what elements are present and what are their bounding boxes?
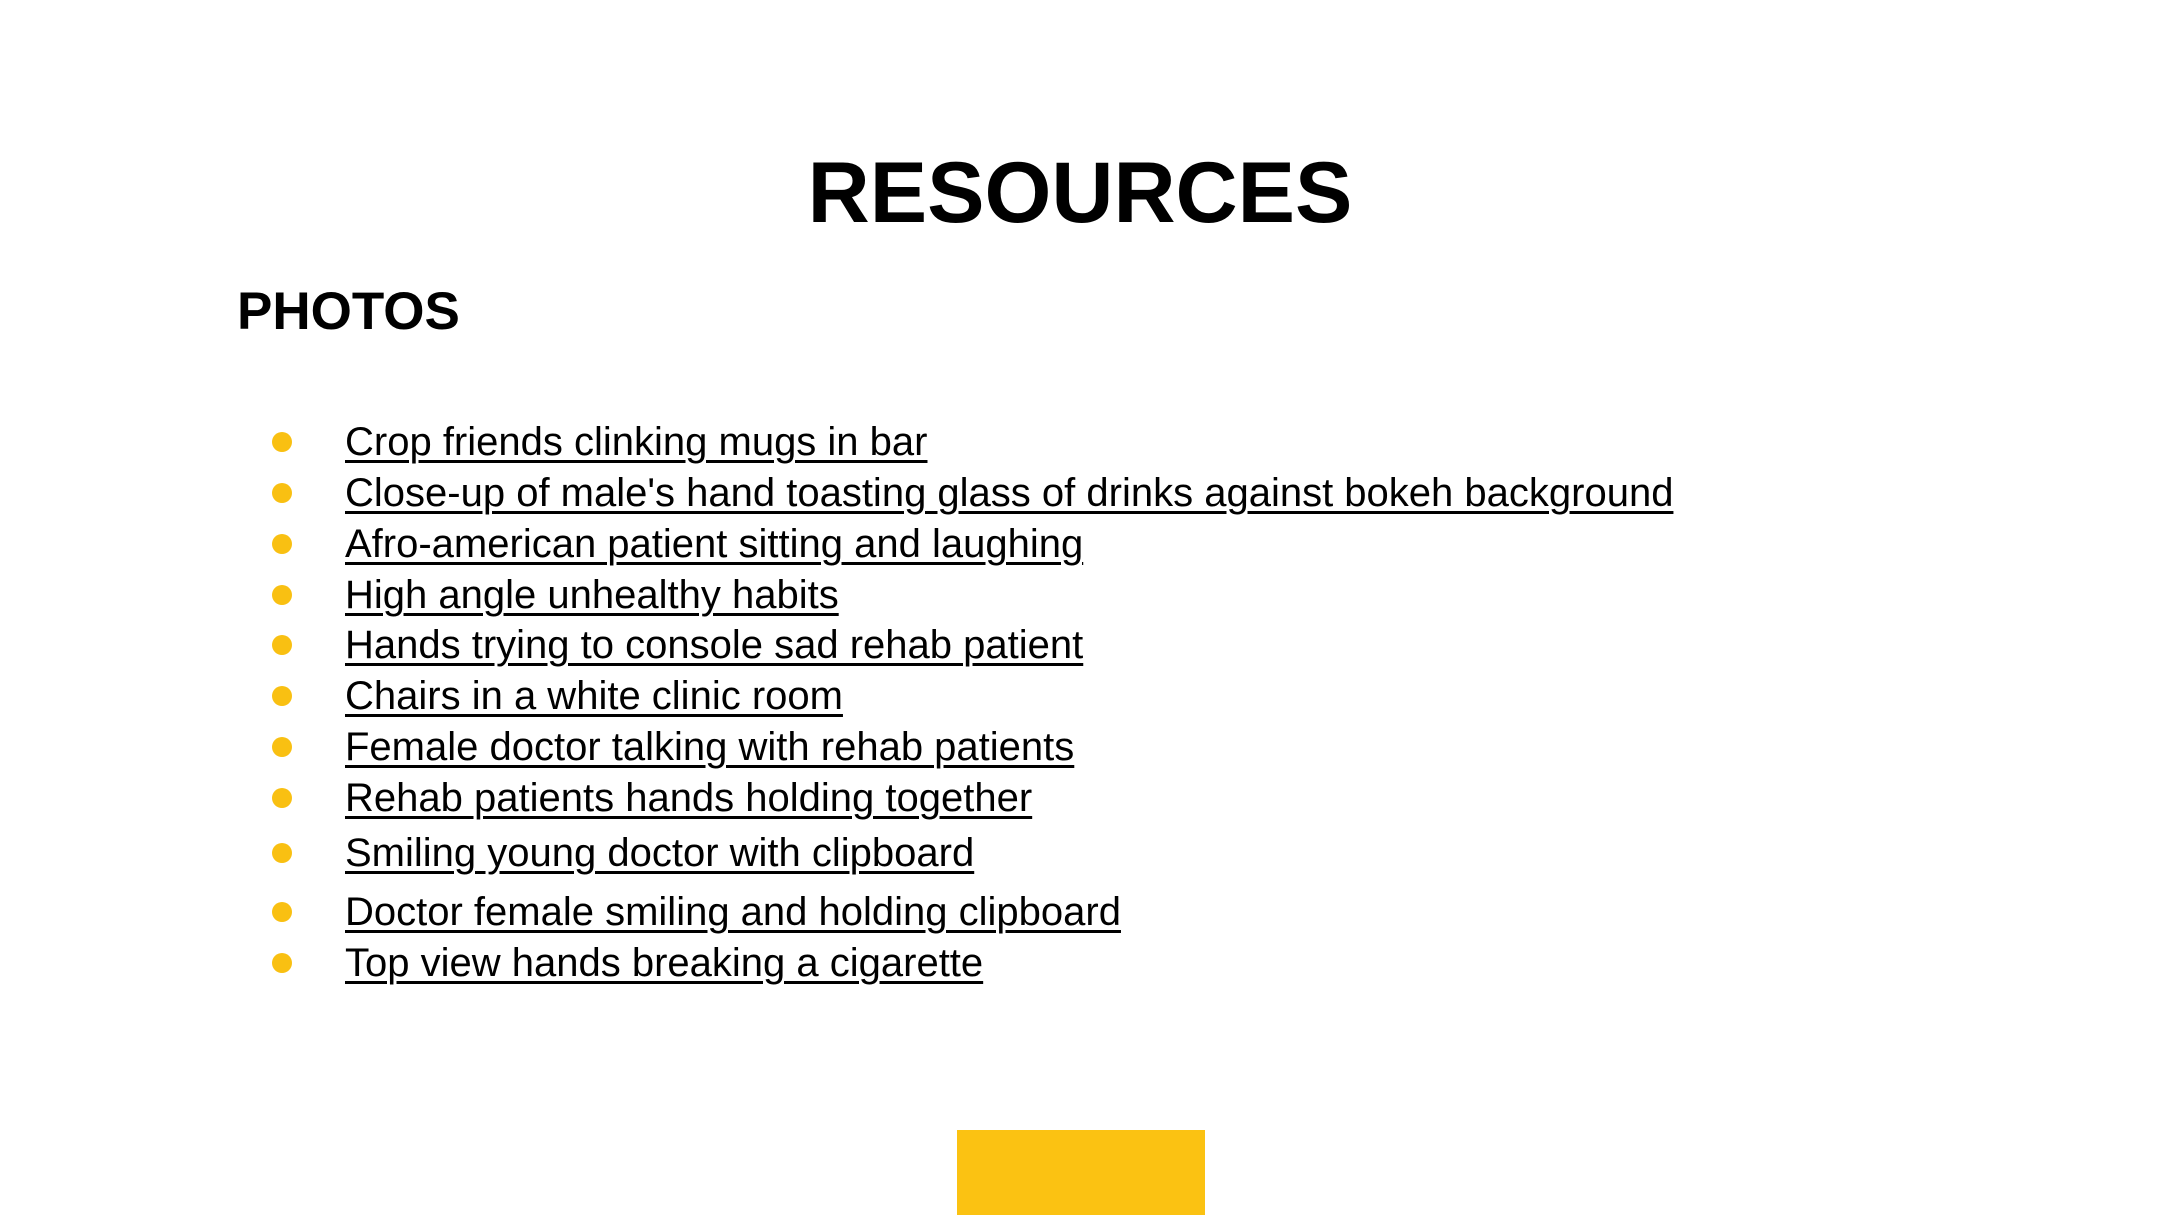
photo-link[interactable]: Afro-american patient sitting and laughing [345, 522, 1084, 566]
list-item [0, 671, 2160, 721]
list-item [0, 620, 2160, 670]
list-item [0, 828, 2160, 878]
bullet-icon [272, 483, 292, 503]
list-item [0, 773, 2160, 823]
bullet-icon [272, 686, 292, 706]
photo-link[interactable]: Smiling young doctor with clipboard [345, 831, 975, 875]
photo-link[interactable]: High angle unhealthy habits [345, 573, 839, 617]
photo-link[interactable]: Close-up of male's hand toasting glass of drinks against bokeh background [345, 471, 1674, 515]
bullet-icon [272, 635, 292, 655]
page-title: RESOURCES [807, 145, 1353, 241]
bullet-icon [272, 788, 292, 808]
list-item [0, 938, 2160, 988]
photo-link[interactable]: Rehab patients hands holding together [345, 776, 1033, 820]
list-item [0, 519, 2160, 569]
bullet-icon [272, 534, 292, 554]
list-item [0, 468, 2160, 518]
footer-accent-block [957, 1130, 1205, 1215]
bullet-icon [272, 585, 292, 605]
bullet-icon [272, 953, 292, 973]
bullet-icon [272, 432, 292, 452]
photo-link[interactable]: Chairs in a white clinic room [345, 674, 843, 718]
list-item [0, 570, 2160, 620]
list-item [0, 417, 2160, 467]
list-item [0, 722, 2160, 772]
photo-link[interactable]: Crop friends clinking mugs in bar [345, 420, 928, 464]
photo-link[interactable]: Hands trying to console sad rehab patient [345, 623, 1084, 667]
bullet-icon [272, 902, 292, 922]
photo-link[interactable]: Doctor female smiling and holding clipboard [345, 890, 1121, 934]
photo-link[interactable]: Female doctor talking with rehab patients [345, 725, 1075, 769]
bullet-icon [272, 737, 292, 757]
list-item [0, 887, 2160, 937]
bullet-icon [272, 843, 292, 863]
section-title: PHOTOS [237, 282, 460, 341]
photo-link[interactable]: Top view hands breaking a cigarette [345, 941, 984, 985]
